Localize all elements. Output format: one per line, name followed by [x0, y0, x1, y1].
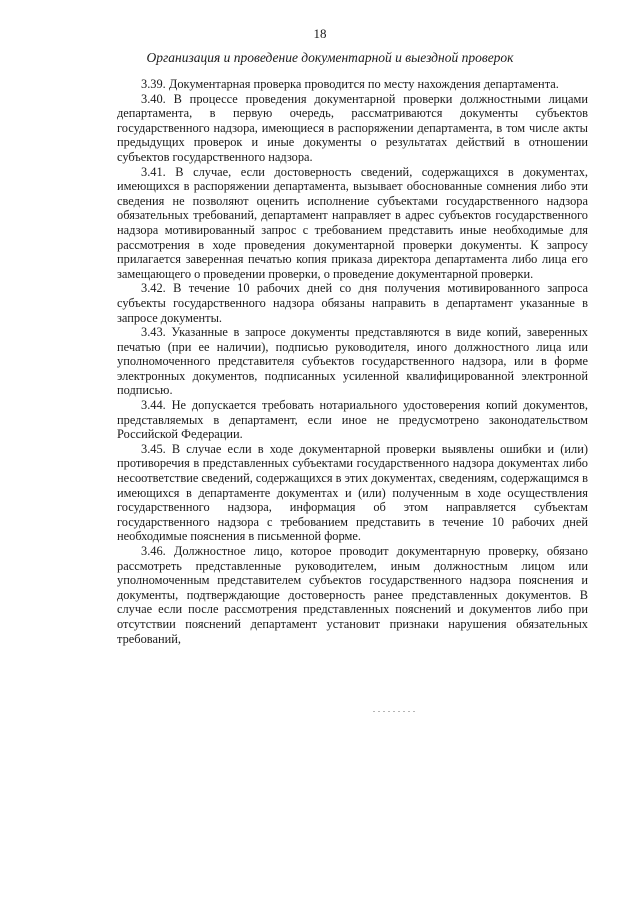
paragraph-3-43: 3.43. Указанные в запросе документы представляются в виде копий, заверенных печатью (при ее наличии), подписью руководителя, иного должностного лица или уполномоченного представителя субъектов государственного надзора, или в форме электронных документов, подписанных усиленной квалифицированной электронной подписью.	[117, 325, 588, 398]
section-title: Организация и проведение документарной и выездной проверок	[146, 50, 514, 65]
paragraph-3-42: 3.42. В течение 10 рабочих дней со дня получения мотивированного запроса субъекты государственного надзора обязаны направить в департамент указанные в запросе документы.	[117, 281, 588, 325]
body-text	[117, 77, 588, 646]
paragraph-3-45: 3.45. В случае если в ходе документарной проверки выявлены ошибки и (или) противоречия в представленных субъектами государственного надзора документах либо несоответствие сведений, содержащихся в этих документах, сведениям, содержащимся в имеющихся в департаменте документах и (или) полученным в ходе осуществления государственного надзора, информация об этом направляется субъектам государственного надзора с требованием представить в течение 10 рабочих дней необходимые пояснения в письменной форме.	[117, 441, 589, 544]
paragraph-3-40: 3.40. В процессе проведения документарной проверки должностными лицами департамента, в первую очередь, рассматриваются документы субъектов государственного надзора, имеющиеся в распоряжении департамента, в том числе акты предыдущих проверок и иные документы о результатах действий в отношении субъектов государственного надзора.	[117, 91, 588, 164]
paragraph-3-44: 3.44. Не допускается требовать нотариального удостоверения копий документов, представляемых в департамент, если иное не предусмотрено законодательством Российской Федерации.	[117, 398, 588, 442]
paragraph-3-41: 3.41. В случае, если достоверность сведений, содержащихся в документах, имеющихся в распоряжении департамента, вызывает обоснованные сомнения либо эти сведения не позволяют оценить исполнение субъектами государственного надзора обязательных требований, департамент направляет в адрес субъектов государственного надзора мотивированный запрос с требованием представить иные необходимые для рассмотрения в ходе проведения документарной проверки документы. К запросу прилагается заверенная печатью копия приказа директора департамента либо лица его замещающего о проведении проверки, о проведение документарной проверки.	[117, 164, 588, 281]
scan-artifact-mark	[373, 711, 415, 712]
paragraph-3-39: 3.39. Документарная проверка проводится по месту нахождения департамента.	[141, 77, 559, 91]
page-number: 18	[313, 26, 327, 41]
paragraph-3-46: 3.46. Должностное лицо, которое проводит документарную проверку, обязано рассмотреть представленные руководителем, иным должностным лицом или уполномоченным представителем субъектов государственного надзора пояснения и документы, подтверждающие достоверность ранее представленных документов. В случае если после рассмотрения представленных пояснений и документов либо при отсутствии пояснений департамент установит признаки нарушения обязательных требований,	[117, 544, 588, 646]
